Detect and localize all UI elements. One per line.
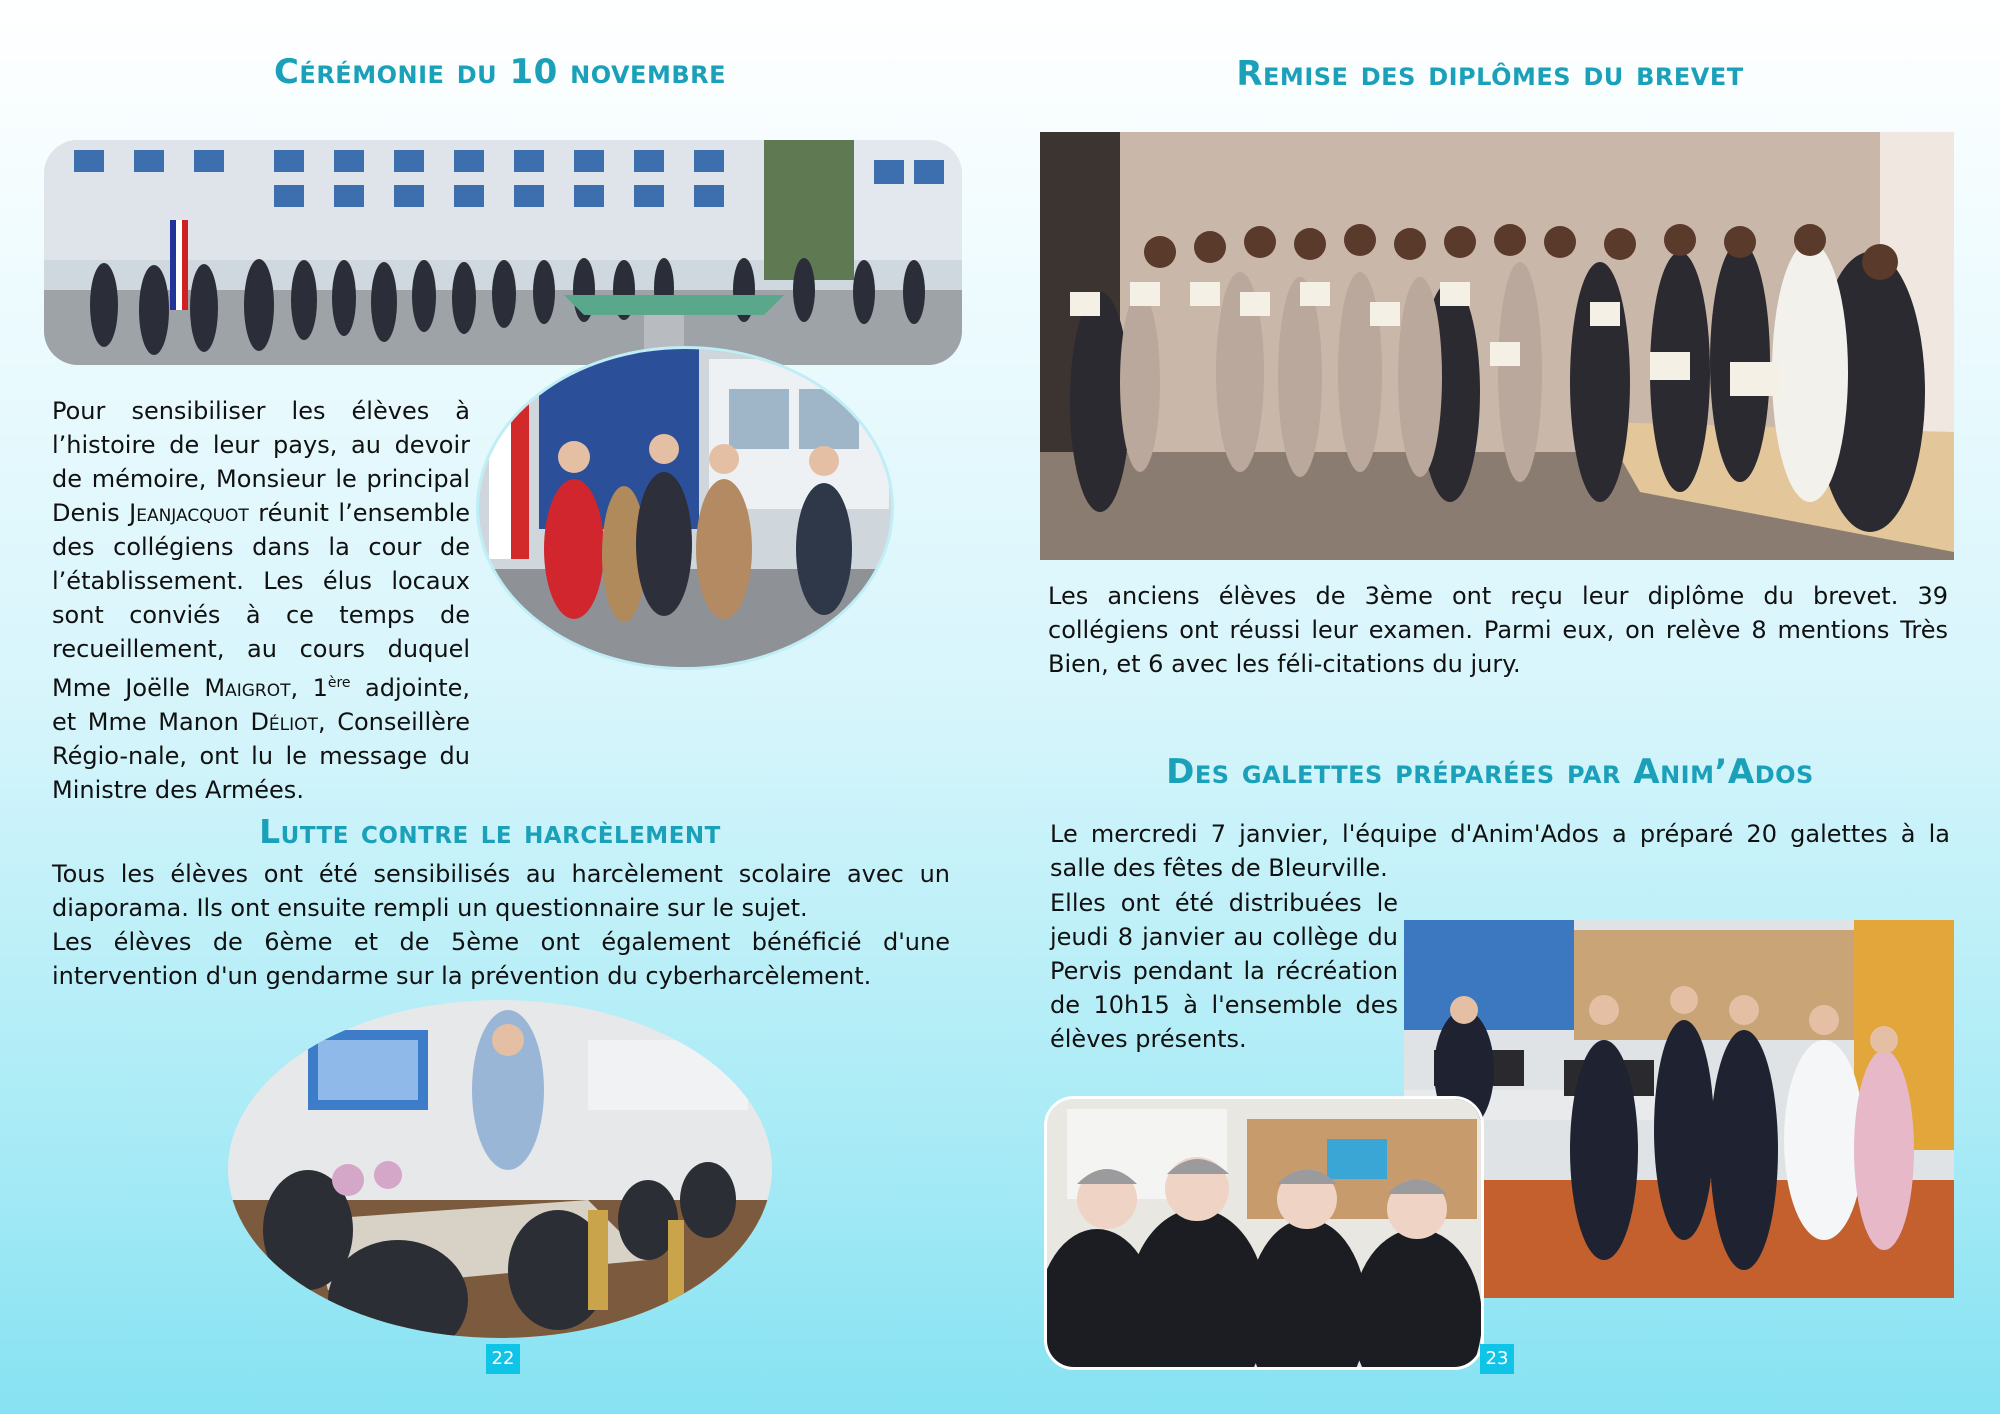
classroom-photo xyxy=(228,1000,772,1338)
page-number-left: 22 xyxy=(486,1344,520,1374)
volunteers-photo xyxy=(1044,1096,1484,1370)
harassment-paragraph-2: Les élèves de 6ème et de 5ème ont également bénéficié d'une intervention d'un gendarme sur la prévention du cyberharcèlement. xyxy=(52,928,950,990)
ceremony-title: Cérémonie du 10 novembre xyxy=(273,52,726,92)
harassment-paragraph-1: Tous les élèves ont été sensibilisés au harcèlement scolaire avec un diaporama. Ils ont ensuite rempli un questionnaire sur le sujet. xyxy=(52,860,950,922)
principal-surname: Jeanjacquot xyxy=(129,499,249,527)
brevet-title: Remise des diplômes du brevet xyxy=(1236,54,1744,94)
galettes-distribution-photo xyxy=(1404,920,1954,1298)
brevet-text: Les anciens élèves de 3ème ont reçu leur diplôme du brevet. 39 collégiens ont réussi leur examen. Parmi eux, on relève 8 mentions Très Bien, et 6 avec les féli-citations du jury. xyxy=(1048,582,1948,678)
courtyard-photo xyxy=(44,140,962,365)
conseillere-surname: Déliot xyxy=(250,708,318,736)
galettes-paragraph-1: Le mercredi 7 janvier, l'équipe d'Anim'Ados a préparé 20 galettes à la salle des fêtes de Bleurville. xyxy=(1050,820,1950,882)
adjointe-surname: Maigrot xyxy=(204,674,291,702)
page-number-right: 23 xyxy=(1480,1344,1514,1374)
harassment-title: Lutte contre le harcèlement xyxy=(259,812,721,851)
galettes-paragraph-2: Elles ont été distribuées le jeudi 8 janvier au collège du Pervis pendant la récréation de 10h15 à l'ensemble des élèves présents. xyxy=(1050,889,1398,1053)
ceremony-text: Pour sensibiliser les élèves à l’histoire de leur pays, au devoir de mémoire, Monsieur le principal Denis Jeanjacquot réunit l’ensemble des collégiens dans la cour de l’établissement. Les élus locaux sont conviés à ce temps de recueillement, au cours duquel Mme Joëlle Maigrot, 1ère adjointe, et Mme Manon Déliot, Conseillère Régio-nale, ont lu le message du Ministre des Armées. xyxy=(52,397,471,804)
galettes-title: Des galettes préparées par Anim’Ados xyxy=(1166,752,1814,792)
officials-photo xyxy=(476,346,894,670)
diploma-group-photo xyxy=(1040,132,1954,560)
